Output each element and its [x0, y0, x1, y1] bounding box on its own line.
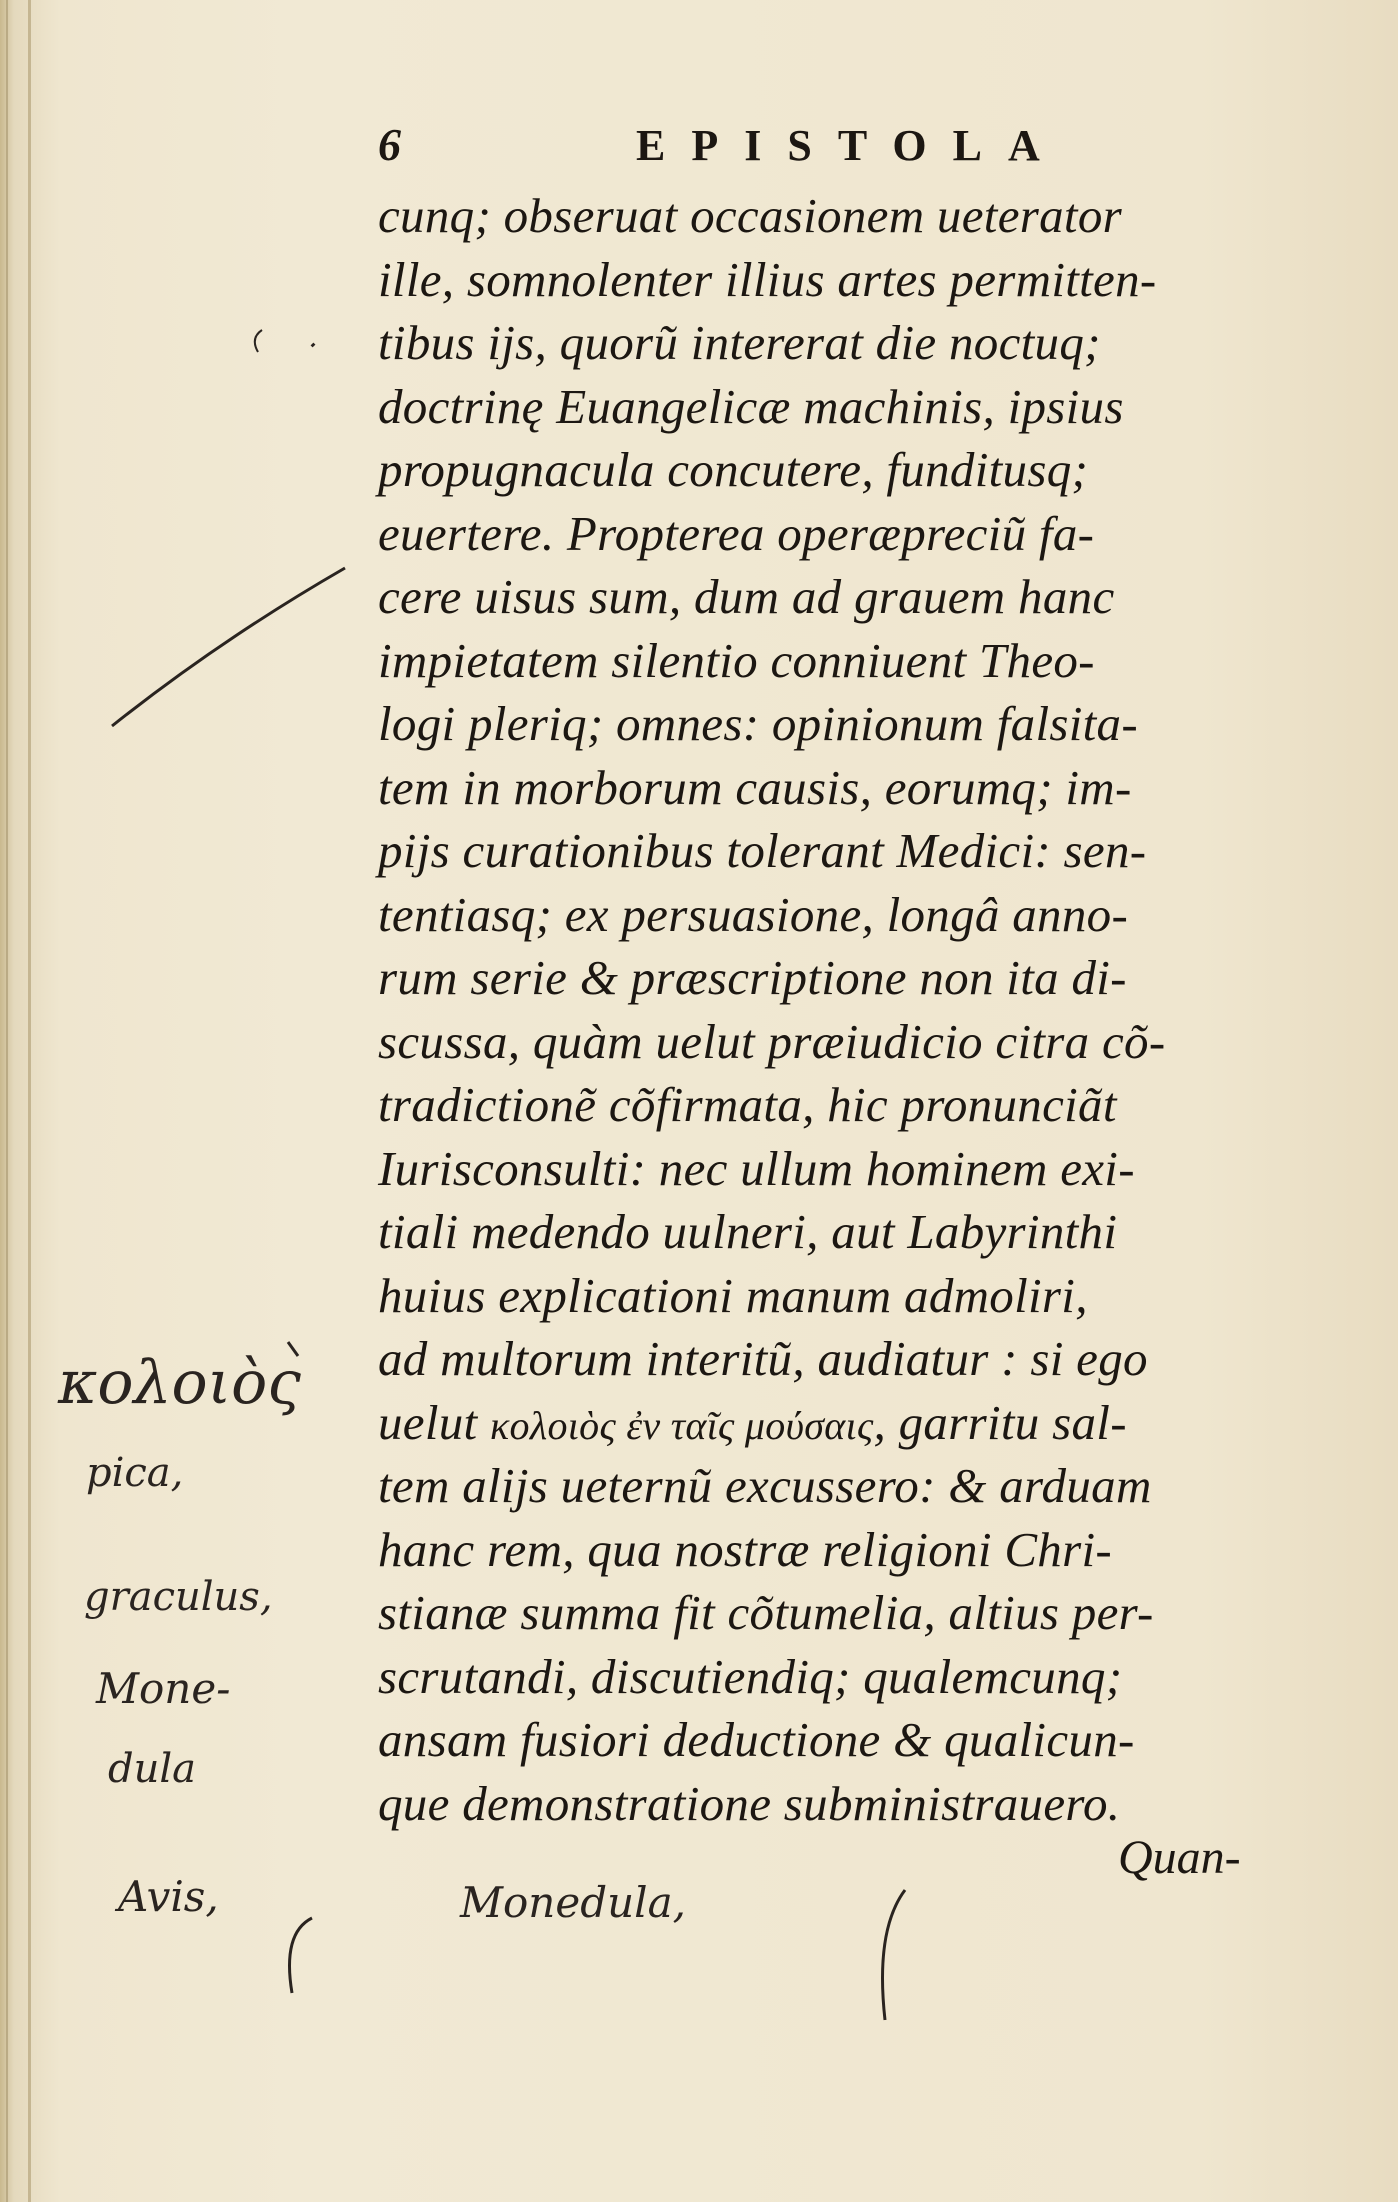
text-line: tradictionẽ cõfirmata, hic pronunciãt: [378, 1077, 1117, 1132]
text-line: stianæ summa fit cõtumelia, altius per-: [378, 1585, 1154, 1640]
margin-curve-mark: [255, 330, 262, 352]
loop-stroke-left: [290, 1918, 313, 1993]
margin-slash-stroke: [112, 568, 345, 726]
line-20-tail: , garritu sal-: [873, 1394, 1127, 1450]
text-line: hanc rem, qua nostræ religioni Chri-: [378, 1521, 1113, 1577]
text-line: impietatem silentio conniuent Theo-: [378, 632, 1095, 688]
text-line: doctrinę Euangelicæ machinis, ipsius: [378, 378, 1124, 434]
text-line: tiali medendo uulneri, aut Labyrinthi: [378, 1204, 1118, 1259]
margin-note-greek: κολοιὸς: [58, 1348, 301, 1418]
margin-dot-mark: [312, 344, 314, 346]
text-line: propugnacula concutere, funditusq;: [378, 442, 1089, 497]
text-line: tentiasq; ex persuasione, longâ anno-: [378, 886, 1129, 942]
running-title: EPISTOLA: [636, 121, 1066, 170]
text-line: euertere. Propterea operæpreciũ fa-: [378, 505, 1095, 561]
loop-stroke-right: [883, 1890, 906, 2020]
margin-note-2: graculus,: [84, 1574, 273, 1620]
catchword: Quan-: [1118, 1831, 1241, 1884]
text-line: pijs curationibus tolerant Medici: sen-: [378, 823, 1147, 878]
text-line: tem in morborum causis, eorumq; im-: [378, 759, 1132, 815]
margin-note-4: dula: [108, 1746, 197, 1792]
margin-note-1: pica,: [86, 1450, 184, 1496]
margin-note-6: Monedula,: [460, 1878, 686, 1927]
text-line: ille, somnolenter illius artes permitten-: [378, 251, 1157, 307]
text-line: huius explicationi manum admoliri,: [378, 1267, 1088, 1323]
margin-note-5: Avis,: [118, 1872, 219, 1921]
text-line: ad multorum interitũ, audiatur : si ego: [378, 1331, 1148, 1386]
line-20-head: uelut: [378, 1394, 478, 1450]
greek-phrase: κολοιὸς ἐν ταῖς μούσαις: [490, 1402, 874, 1448]
text-line: ansam fusiori deductione & qualicun-: [378, 1712, 1135, 1767]
text-line: cere uisus sum, dum ad grauem hanc: [378, 569, 1115, 624]
text-line: que demonstratione subministrauero.: [378, 1775, 1121, 1831]
folio-number: 6: [378, 119, 401, 170]
text-line: tibus ijs, quorũ intererat die noctuq;: [378, 315, 1101, 370]
text-line: Iurisconsulti: nec ullum hominem exi-: [378, 1140, 1135, 1196]
text-line: rum serie & præscriptione non ita di-: [378, 950, 1127, 1005]
text-line: cunq; obseruat occasionem ueterator: [378, 188, 1122, 243]
text-line: tem alijs ueternũ excussero: & arduam: [378, 1458, 1152, 1513]
text-line: scussa, quàm uelut præiudicio citra cõ-: [378, 1013, 1166, 1069]
text-line: scrutandi, discutiendiq; qualemcunq;: [378, 1648, 1123, 1704]
text-line: logi pleriq; omnes: opinionum falsita-: [378, 696, 1138, 751]
margin-note-3: Mone-: [96, 1664, 231, 1713]
